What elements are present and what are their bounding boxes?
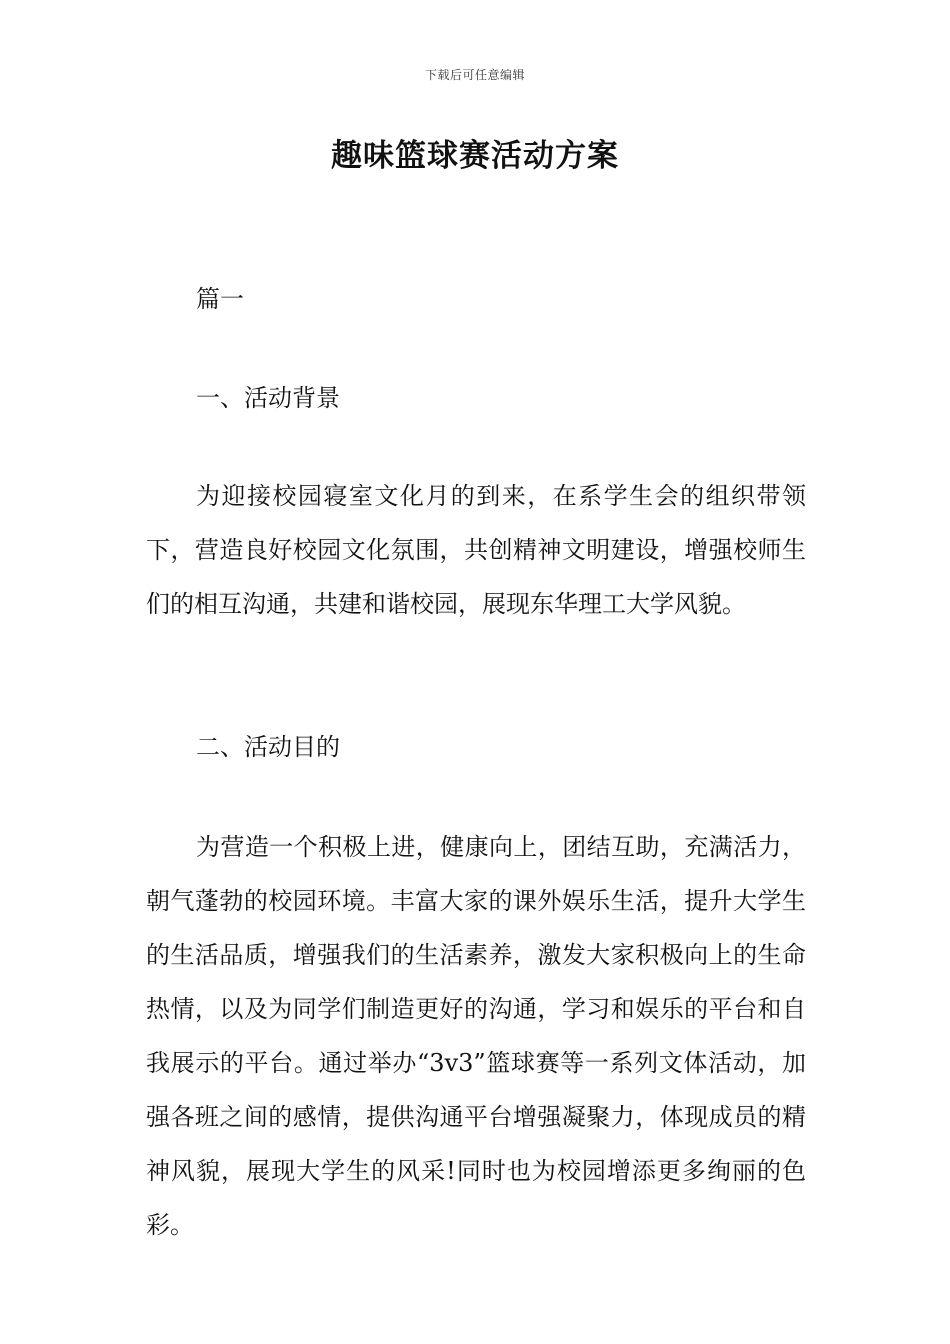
document-title: 趣味篮球赛活动方案	[331, 138, 619, 174]
editable-note: 下载后可任意编辑	[424, 68, 525, 82]
section-heading-purpose: 二、活动目的	[196, 733, 340, 761]
part-label: 篇一	[196, 285, 244, 313]
section-paragraph-background: 为迎接校园寝室文化月的到来，在系学生会的组织带领下，营造良好校园文化氛围，共创精神文明建设，增强校师生们的相互沟通，共建和谐校园，展现东华理工大学风貌。	[146, 482, 806, 618]
section-paragraph-purpose: 为营造一个积极上进，健康向上，团结互助，充满活力，朝气蓬勃的校园环境。丰富大家的课外娱乐生活，提升大学生的生活品质，增强我们的生活素养，激发大家积极向上的生命热情，以及为同学们制造更好的沟通，学习和娱乐的平台和自我展示的平台。通过举办“3v3”篮球赛等一系列文体活动，加强各班之间的感情，提供沟通平台增强凝聚力，体现成员的精神风貌，展现大学生的风采!同时也为校园增添更多绚丽的色彩。	[146, 833, 806, 1239]
section-heading-background: 一、活动背景	[196, 384, 340, 412]
